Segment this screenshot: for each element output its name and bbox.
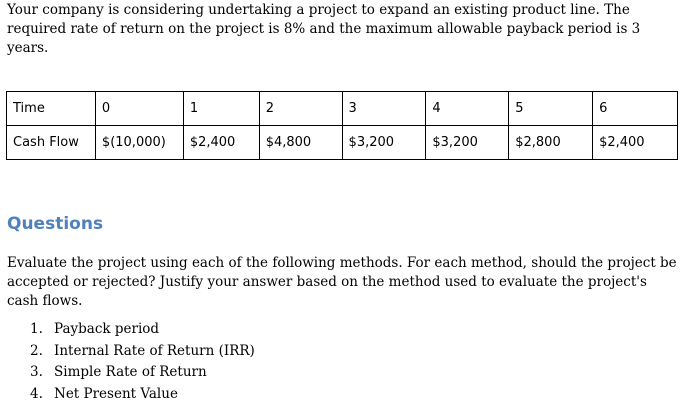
list-item xyxy=(30,384,255,405)
period-cell: 5 xyxy=(509,92,593,126)
list-item xyxy=(30,362,255,384)
cash-flow-cell: $3,200 xyxy=(426,126,509,160)
cash-flow-cell: $4,800 xyxy=(259,126,342,160)
intro-paragraph: Your company is considering undertaking a project to expand an existing product line. The required rate of return on the project is 8% and the maximum allowable payback period is 3 years. xyxy=(7,1,677,58)
cash-flow-cell: $(10,000) xyxy=(95,126,183,160)
list-item xyxy=(30,341,255,363)
list-item xyxy=(30,319,255,341)
period-cell: 4 xyxy=(426,92,509,126)
cash-flow-cell: $2,800 xyxy=(509,126,593,160)
questions-body: Evaluate the project using each of the following methods. For each method, should the project be accepted or rejected? Justify your answer based on the method used to evaluate the project's cash flows. xyxy=(7,254,677,311)
time-label-cell: Time xyxy=(7,92,96,126)
period-cell: 0 xyxy=(95,92,183,126)
list-item-text: Simple Rate of Return xyxy=(54,364,207,380)
period-cell: 6 xyxy=(593,92,678,126)
list-item-number: 1. xyxy=(30,319,54,341)
list-item-text: Payback period xyxy=(54,321,159,337)
cash-flow-label-cell: Cash Flow xyxy=(7,126,96,160)
cash-flow-cell: $2,400 xyxy=(593,126,678,160)
list-item-text: Net Present Value xyxy=(54,386,178,402)
period-cell: 1 xyxy=(183,92,259,126)
cash-flow-cell: $2,400 xyxy=(183,126,259,160)
questions-heading: Questions xyxy=(7,214,103,234)
methods-list xyxy=(30,319,255,405)
period-cell: 3 xyxy=(342,92,426,126)
list-item-text: Internal Rate of Return (IRR) xyxy=(54,343,255,359)
list-item-number: 2. xyxy=(30,341,54,363)
list-item-number: 4. xyxy=(30,384,54,405)
time-row xyxy=(7,92,678,126)
period-cell: 2 xyxy=(259,92,342,126)
cash-flow-row xyxy=(7,126,678,160)
list-item-number: 3. xyxy=(30,362,54,384)
cash-flow-cell: $3,200 xyxy=(342,126,426,160)
cash-flow-table xyxy=(6,91,678,160)
